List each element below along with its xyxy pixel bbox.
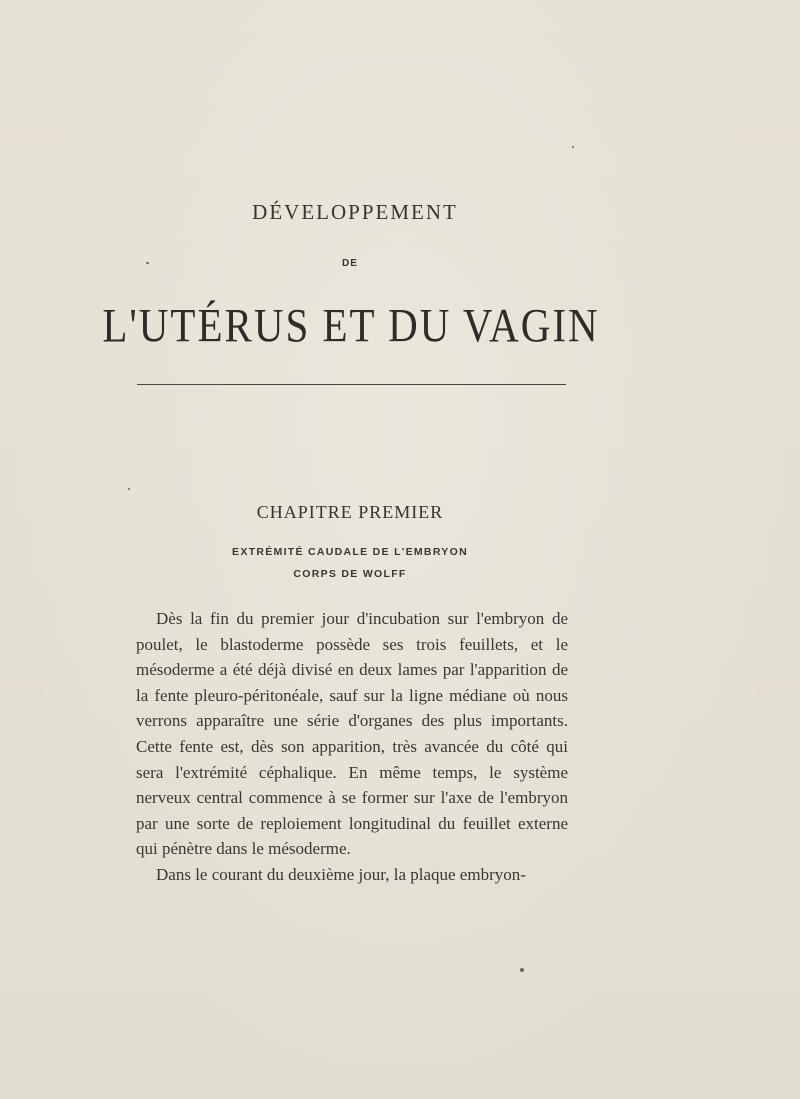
paragraph-2: Dans le courant du deuxième jour, la plaque embryon- [156, 864, 526, 884]
paper-speck [572, 146, 574, 148]
chapter-subtitle-1: EXTRÉMITÉ CAUDALE DE L'EMBRYON [232, 546, 468, 558]
paragraph-1: Dès la fin du premier jour d'incubation sur l'embryon de poulet, le blastoderme possède ses trois feuillets, et le mésoderme a été déjà divisé en deux lames par l'apparition de la fente pleuro-péritonéale, sauf sur la ligne médiane où nous verrons apparaître une série d'organes des plus importants. Cette fente est, dès son apparition, très avancée du côté qui sera l'extrémité céphalique. En même temps, le système nerveux central commence à se former sur l'axe de l'embryon par une sorte de reploiement longitudinal du feuillet externe qui pénètre dans le mésoderme. [136, 609, 568, 859]
body-text [136, 606, 568, 888]
paper-speck [520, 968, 524, 972]
chapter-subtitle-2: CORPS DE WOLFF [293, 568, 407, 580]
paper-speck [146, 262, 149, 264]
title-line-de: DE [342, 258, 358, 269]
main-title: L'UTÉRUS ET DU VAGIN [102, 299, 600, 353]
chapter-heading: CHAPITRE PREMIER [256, 502, 444, 522]
paper-speck [128, 488, 130, 490]
title-line-developpement: DÉVELOPPEMENT [252, 200, 458, 224]
title-divider-rule [137, 384, 566, 385]
